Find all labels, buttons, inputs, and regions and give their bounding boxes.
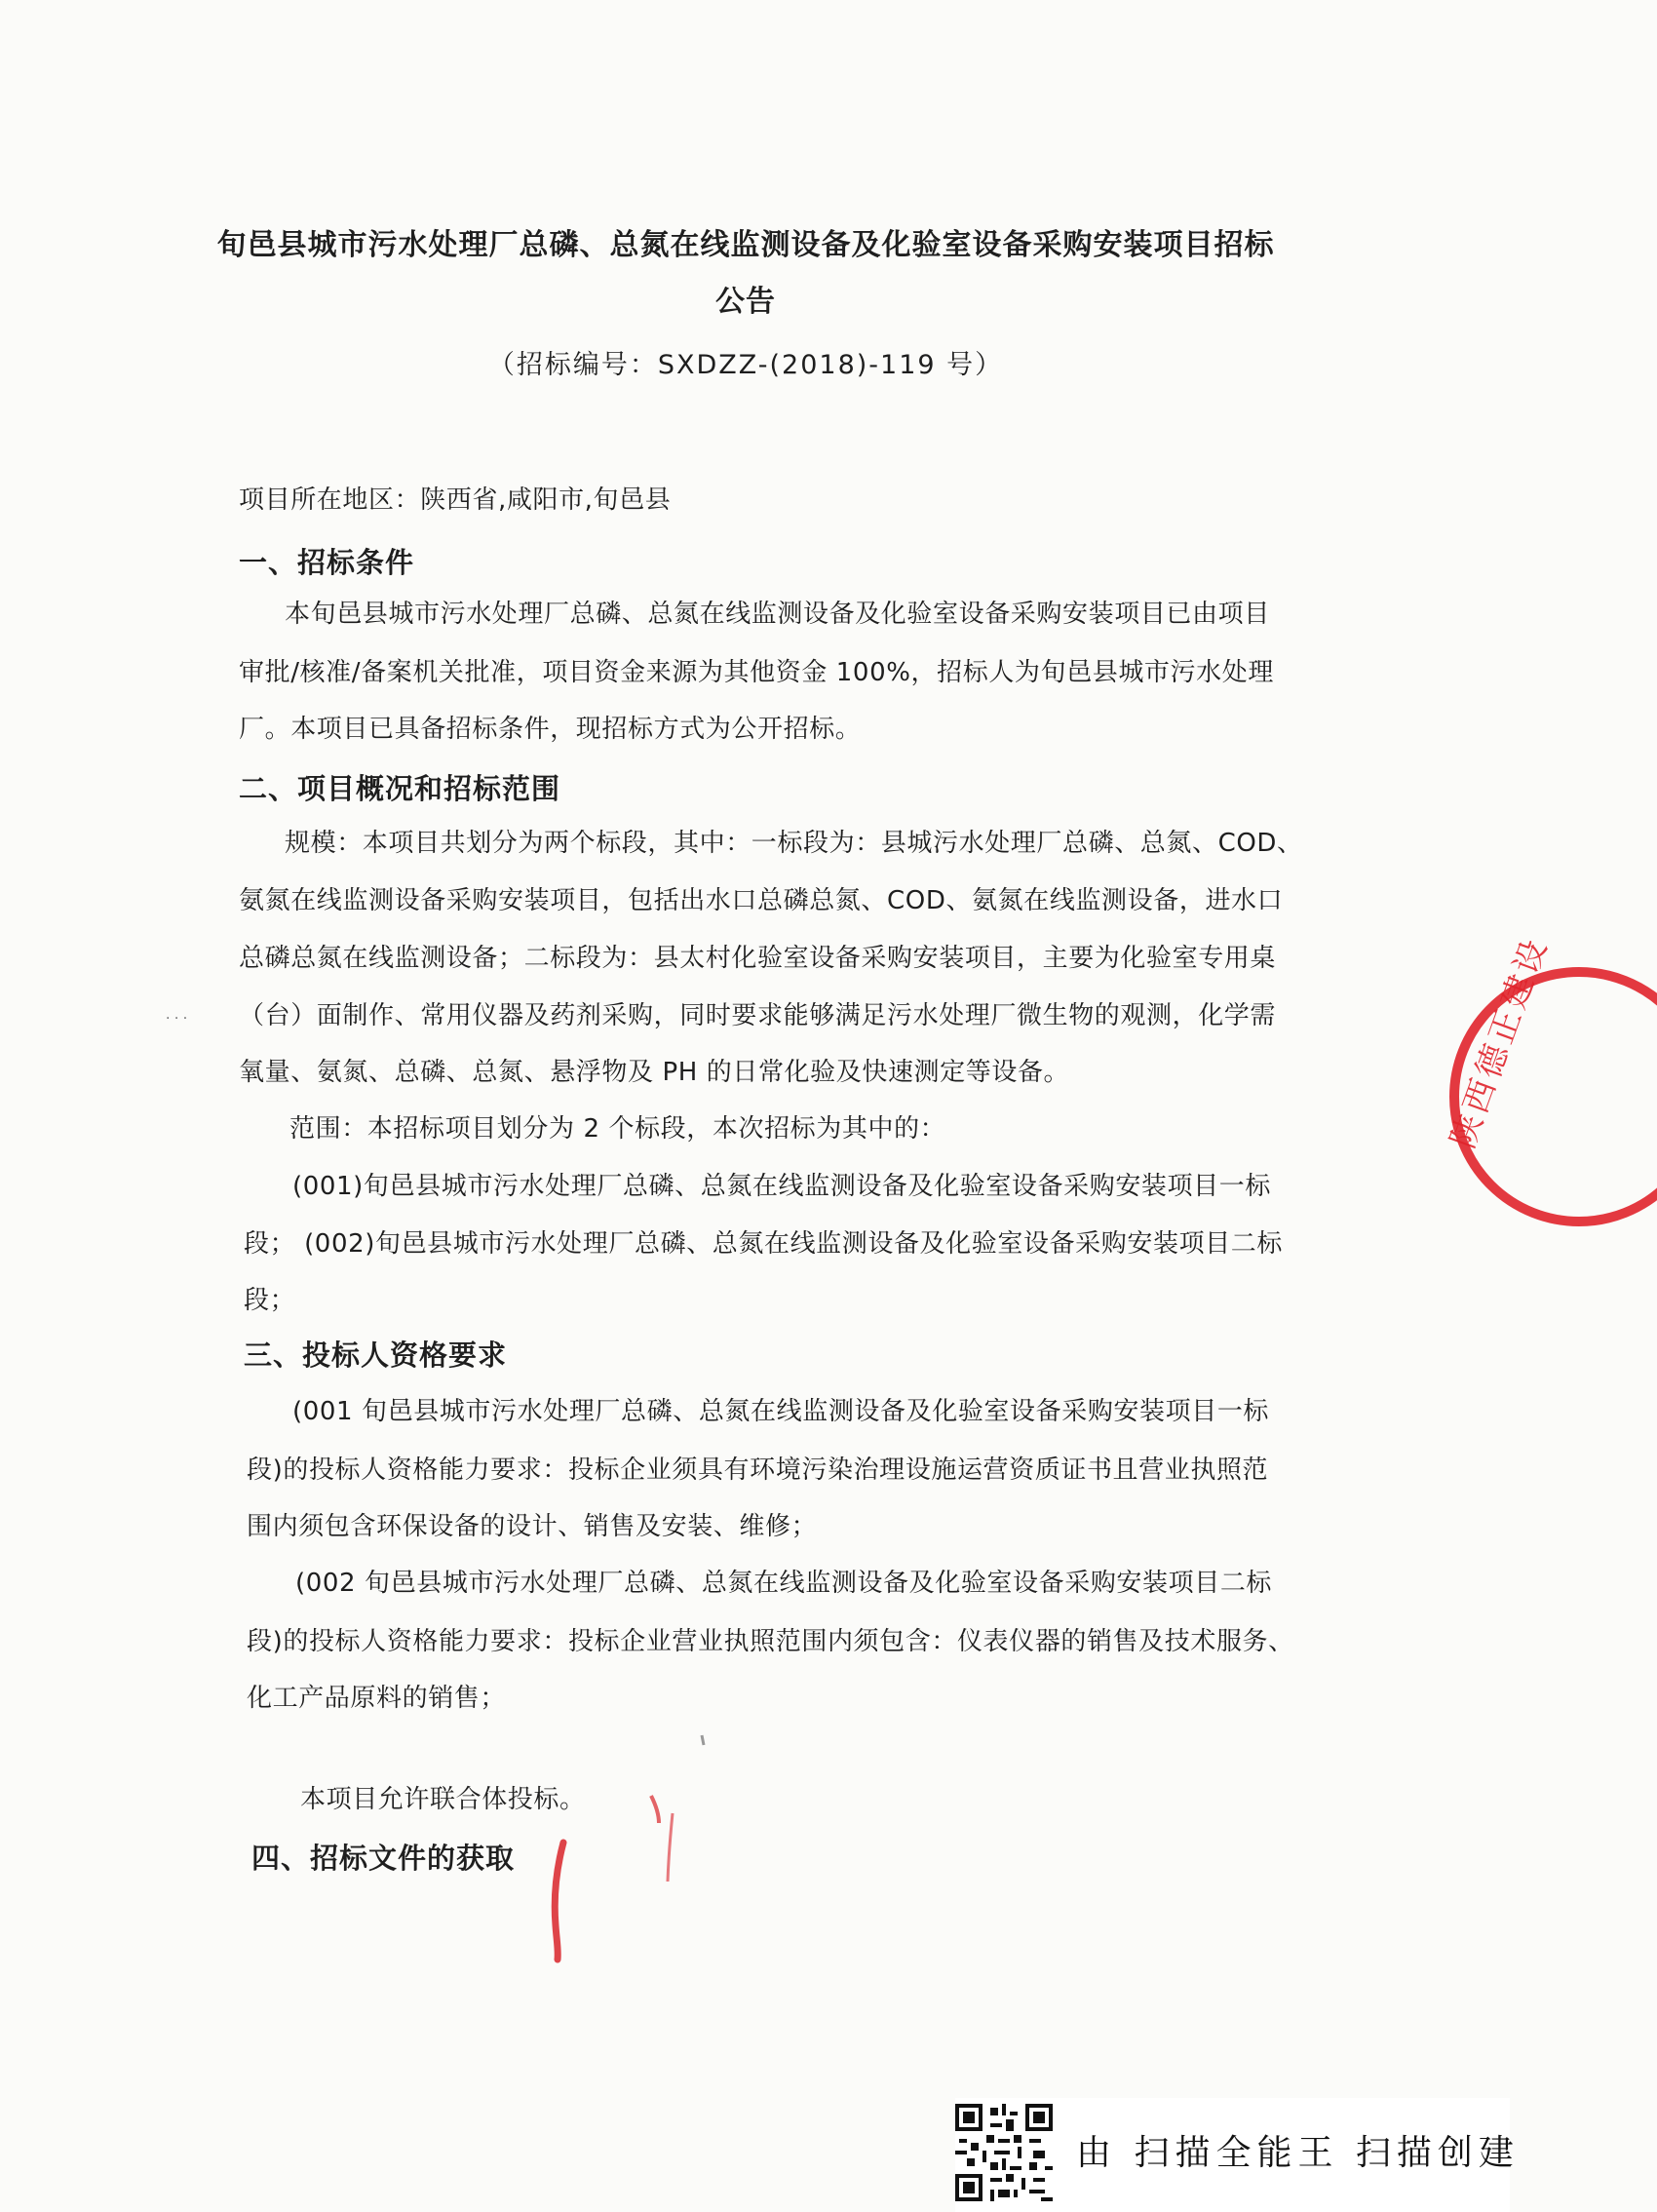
section3-line: (001 旬邑县城市污水处理厂总磷、总氮在线监测设备及化验室设备采购安装项目一标 bbox=[292, 1397, 1270, 1426]
document-title-line2: 公告 bbox=[715, 285, 776, 319]
section2-line: 段； bbox=[244, 1286, 296, 1315]
section4-heading: 四、招标文件的获取 bbox=[251, 1842, 516, 1875]
section2-line: 段； (002)旬邑县城市污水处理厂总磷、总氮在线监测设备及化验室设备采购安装项目二标 bbox=[244, 1229, 1283, 1259]
section1-heading: 一、招标条件 bbox=[239, 546, 415, 579]
section3-line: 段)的投标人资格能力要求：投标企业须具有环境污染治理设施运营资质证书且营业执照范 bbox=[247, 1455, 1269, 1485]
scanner-watermark-text: 由 扫描全能王 扫描创建 bbox=[1076, 2133, 1520, 2173]
section3-line: 围内须包含环保设备的设计、销售及安装、维修； bbox=[247, 1512, 818, 1541]
section2-line: 总磷总氮在线监测设备；二标段为：县太村化验室设备采购安装项目，主要为化验室专用桌 bbox=[239, 944, 1277, 973]
section3-line: (002 旬邑县城市污水处理厂总磷、总氮在线监测设备及化验室设备采购安装项目二标 bbox=[295, 1569, 1273, 1598]
section3-heading: 三、投标人资格要求 bbox=[244, 1339, 508, 1372]
document-title-line1: 旬邑县城市污水处理厂总磷、总氮在线监测设备及化验室设备采购安装项目招标 bbox=[216, 228, 1275, 262]
scan-speck: · · · bbox=[166, 1011, 188, 1027]
official-seal bbox=[1433, 931, 1657, 1228]
section3-line: 化工产品原料的销售； bbox=[247, 1684, 507, 1713]
section2-heading: 二、项目概况和招标范围 bbox=[239, 772, 561, 805]
section2-line: （台）面制作、常用仪器及药剂采购，同时要求能够满足污水处理厂微生物的观测，化学需 bbox=[239, 1001, 1277, 1030]
section1-line: 厂。本项目已具备招标条件，现招标方式为公开招标。 bbox=[239, 715, 862, 744]
bid-number: （招标编号：SXDZZ-(2018)-119 号） bbox=[487, 350, 1004, 380]
section2-line: (001)旬邑县城市污水处理厂总磷、总氮在线监测设备及化验室设备采购安装项目一标 bbox=[292, 1172, 1271, 1201]
section2-line: 范围：本招标项目划分为 2 个标段，本次招标为其中的： bbox=[289, 1114, 946, 1144]
consortium-note: 本项目允许联合体投标。 bbox=[300, 1785, 586, 1814]
section1-line: 本旬邑县城市污水处理厂总磷、总氮在线监测设备及化验室设备采购安装项目已由项目 bbox=[285, 600, 1270, 629]
section1-line: 审批/核准/备案机关批准，项目资金来源为其他资金 100%，招标人为旬邑县城市污水处理 bbox=[239, 658, 1274, 687]
qr-code-icon bbox=[955, 2104, 1053, 2201]
section2-line: 规模：本项目共划分为两个标段，其中：一标段为：县城污水处理厂总磷、总氮、COD、 bbox=[285, 829, 1303, 858]
project-region: 项目所在地区：陕西省,咸阳市,旬邑县 bbox=[239, 485, 672, 515]
scanner-watermark bbox=[955, 2098, 1520, 2212]
section2-line: 氨氮在线监测设备采购安装项目，包括出水口总磷总氮、COD、氨氮在线监测设备，进水口 bbox=[239, 886, 1284, 915]
section2-line: 氧量、氨氮、总磷、总氮、悬浮物及 PH 的日常化验及快速测定等设备。 bbox=[239, 1058, 1070, 1087]
seal-lettering: 陕西德正建设 bbox=[1443, 931, 1557, 1154]
section3-line: 段)的投标人资格能力要求：投标企业营业执照范围内须包含：仪表仪器的销售及技术服务、 bbox=[247, 1627, 1294, 1656]
